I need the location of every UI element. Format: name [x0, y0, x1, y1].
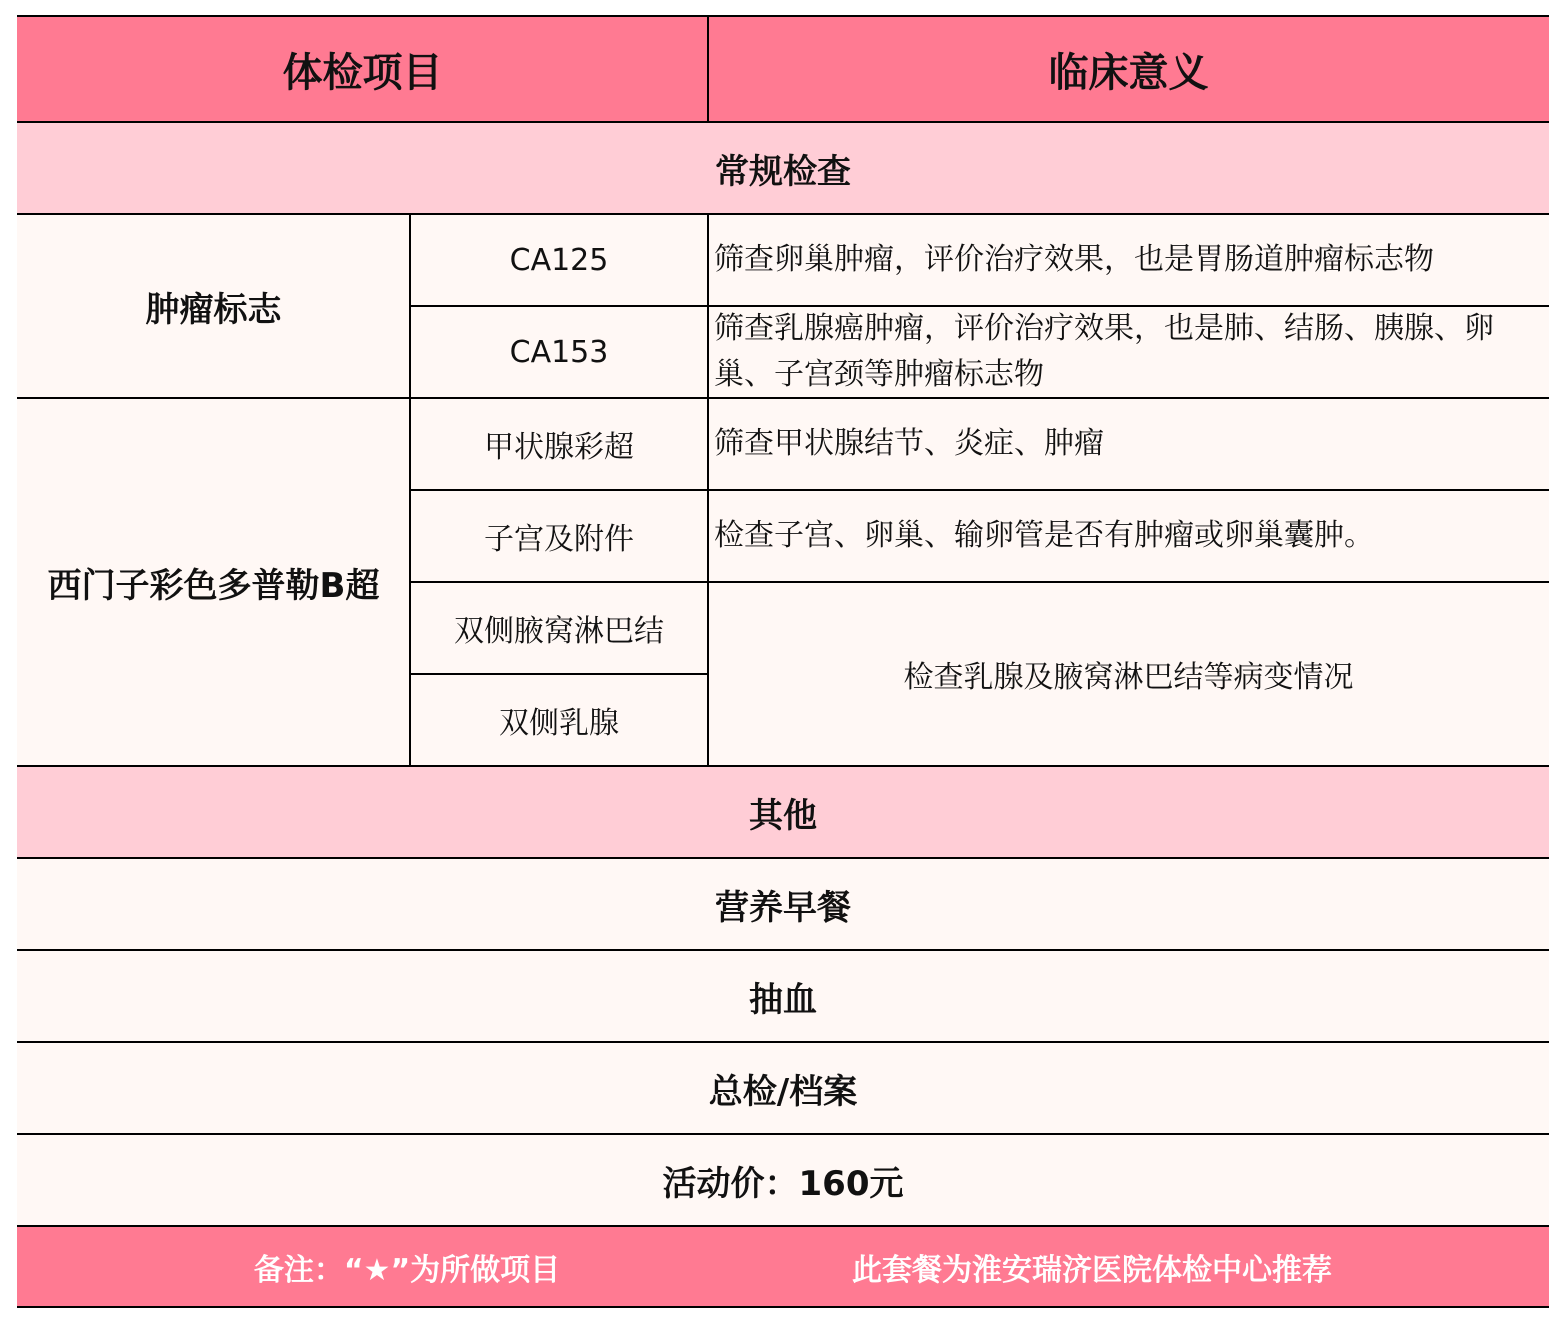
- meaning-uterus-text: 检查子宫、卵巢、输卵管是否有肿瘤或卵巢囊肿。: [714, 518, 1374, 553]
- header-item-column: [17, 16, 708, 122]
- section-routine: [17, 122, 1549, 214]
- grid-line: [17, 857, 1549, 859]
- item-thyroid-label: 甲状腺彩超: [484, 430, 634, 465]
- grid-line: [410, 673, 708, 675]
- footer-recommend: [797, 1226, 1387, 1308]
- grid-line: [17, 121, 1549, 123]
- section-other: [17, 766, 1549, 858]
- meaning-breast-text: 检查乳腺及腋窝淋巴结等病变情况: [903, 660, 1354, 695]
- meaning-uterus: [708, 490, 1549, 582]
- item-ca153: [410, 306, 708, 398]
- meaning-breast-merged: [708, 582, 1549, 766]
- other-item-blood-draw: [17, 950, 1549, 1042]
- footer-note-text: 备注：“★”为所做项目: [253, 1253, 561, 1288]
- grid-line: [17, 765, 1549, 767]
- grid-line: [17, 1041, 1549, 1043]
- meaning-thyroid-text: 筛查甲状腺结节、炎症、肿瘤: [714, 426, 1104, 461]
- group-tumor-marker: [17, 214, 410, 398]
- other-item-label: 总检/档案: [708, 1071, 858, 1112]
- other-item-label: 抽血: [749, 979, 817, 1020]
- meaning-ca125: [708, 214, 1549, 306]
- grid-line: [17, 397, 1549, 399]
- checkup-table: [17, 16, 1549, 1308]
- grid-line: [17, 1133, 1549, 1135]
- grid-line: [17, 1225, 1549, 1227]
- grid-line: [17, 949, 1549, 951]
- grid-line: [17, 1306, 1549, 1308]
- grid-line: [17, 213, 1549, 215]
- item-ca125-label: CA125: [509, 242, 609, 278]
- group-ultrasound-label: 西门子彩色多普勒B超: [47, 565, 380, 606]
- item-breast-label: 双侧乳腺: [499, 706, 619, 741]
- footer-recommend-text: 此套餐为淮安瑞济医院体检中心推荐: [852, 1253, 1332, 1288]
- header-meaning-label: 临床意义: [1048, 49, 1209, 96]
- meaning-thyroid: [708, 398, 1549, 490]
- other-item-summary-archive: [17, 1042, 1549, 1134]
- grid-line: [410, 305, 1549, 307]
- grid-line: [707, 214, 709, 766]
- item-ca153-label: CA153: [509, 334, 609, 370]
- grid-line: [410, 581, 1549, 583]
- header-item-label: 体检项目: [282, 49, 443, 96]
- item-thyroid: [410, 398, 708, 490]
- header-meaning-column: [708, 16, 1549, 122]
- section-other-label: 其他: [749, 795, 817, 836]
- group-ultrasound: [17, 398, 410, 766]
- item-uterus-label: 子宫及附件: [484, 522, 634, 557]
- item-axillary-label: 双侧腋窝淋巴结: [454, 614, 664, 649]
- meaning-ca153: [708, 306, 1549, 398]
- other-item-breakfast: [17, 858, 1549, 950]
- meaning-ca125-text: 筛查卵巢肿瘤，评价治疗效果，也是胃肠道肿瘤标志物: [714, 242, 1434, 277]
- grid-line: [410, 489, 1549, 491]
- meaning-ca153-text: 筛查乳腺癌肿瘤，评价治疗效果，也是肺、结肠、胰腺、卵巢、子宫颈等肿瘤标志物: [714, 311, 1494, 392]
- grid-line: [17, 15, 1549, 17]
- other-item-label: 营养早餐: [715, 887, 851, 928]
- item-axillary-lymph: [410, 582, 708, 674]
- item-uterus: [410, 490, 708, 582]
- item-ca125: [410, 214, 708, 306]
- item-breast: [410, 674, 708, 766]
- grid-line: [409, 214, 411, 766]
- section-routine-label: 常规检查: [715, 151, 851, 192]
- grid-line: [707, 16, 709, 122]
- footer-note: [17, 1226, 797, 1308]
- group-tumor-label: 肿瘤标志: [145, 289, 282, 330]
- price-row: [17, 1134, 1549, 1226]
- price-label: 活动价：160元: [662, 1163, 904, 1204]
